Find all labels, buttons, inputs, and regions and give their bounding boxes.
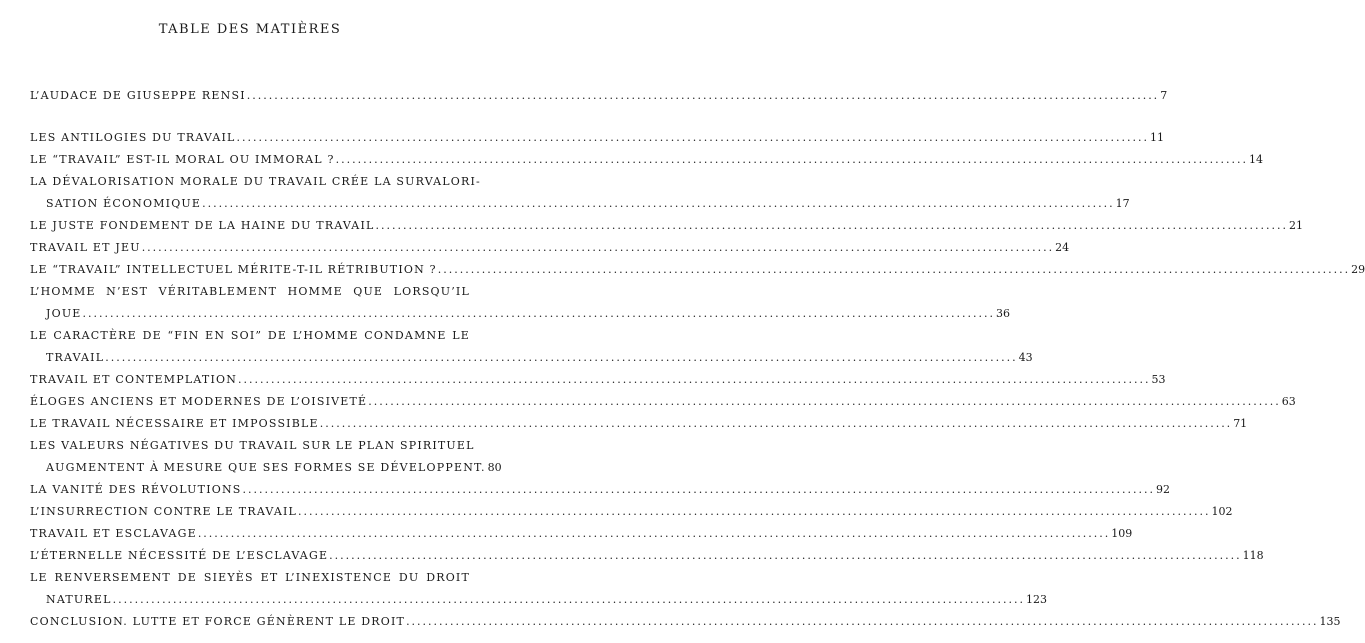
toc-entry-title: LE RENVERSEMENT DE SIEYÈS ET L’INEXISTENCE DU DROIT	[30, 571, 470, 584]
toc-entry-title: LE “TRAVAIL” EST-IL MORAL OU IMMORAL ?	[30, 153, 335, 166]
toc-entry-title: L’INSURRECTION CONTRE LE TRAVAIL	[30, 505, 298, 518]
dot-leader	[376, 219, 1288, 232]
dot-leader	[202, 197, 1114, 210]
toc-entry-page: 29	[1351, 263, 1365, 276]
toc-entry	[30, 263, 1365, 281]
toc-entry-page: 135	[1319, 615, 1341, 628]
toc-entry-title: L’HOMME N’EST VÉRITABLEMENT HOMME QUE LORSQU’IL	[30, 285, 470, 298]
toc-entry-page: 92	[1155, 483, 1170, 496]
dot-leader	[113, 593, 1025, 606]
toc-entry	[30, 175, 481, 193]
toc-entry	[30, 571, 470, 589]
toc-entry	[30, 197, 1130, 215]
toc-entry-title: LE TRAVAIL NÉCESSAIRE ET IMPOSSIBLE	[30, 417, 319, 430]
dot-leader	[198, 527, 1110, 540]
toc-entry-page: 71	[1233, 417, 1248, 430]
toc-entry-page: 17	[1115, 197, 1130, 210]
dot-leader	[329, 549, 1241, 562]
dot-leader	[83, 307, 995, 320]
toc-entry	[30, 615, 1341, 633]
toc-entry	[30, 505, 1233, 523]
toc-entry-page: 123	[1026, 593, 1048, 606]
toc-entry	[30, 241, 1070, 259]
toc-entry	[30, 307, 1010, 325]
toc-entry-title: LE “TRAVAIL” INTELLECTUEL MÉRITE-T-IL RÉTRIBUTION ?	[30, 263, 437, 276]
toc-entry-title: NATUREL	[46, 593, 112, 606]
toc-entry	[30, 549, 1264, 567]
toc-entry-title: TRAVAIL ET CONTEMPLATION	[30, 373, 238, 386]
toc-entry	[30, 329, 470, 347]
toc-entry-page: 24	[1055, 241, 1070, 254]
toc-entry	[30, 593, 1048, 611]
dot-leader	[298, 505, 1210, 518]
dot-leader	[406, 615, 1318, 628]
toc-entry-page: 43	[1018, 351, 1033, 364]
toc-entry-page: 14	[1249, 153, 1264, 166]
toc-entry-title: L’AUDACE DE GIUSEPPE RENSI	[30, 89, 246, 102]
toc-entry	[30, 483, 1170, 501]
dot-leader	[142, 241, 1054, 254]
toc-entry-title: TRAVAIL ET JEU	[30, 241, 141, 254]
toc-entry-title: L’ÉTERNELLE NÉCESSITÉ DE L’ESCLAVAGE	[30, 549, 329, 562]
toc-entry-title: LES ANTILOGIES DU TRAVAIL	[30, 131, 236, 144]
dot-leader	[438, 263, 1350, 276]
dot-leader	[320, 417, 1232, 430]
dot-leader	[243, 483, 1155, 496]
toc-entry-title: JOUE	[46, 307, 82, 320]
toc-entry-page: 109	[1111, 527, 1133, 540]
toc-entry-title: CONCLUSION. LUTTE ET FORCE GÉNÈRENT LE DROIT	[30, 615, 406, 628]
toc-entry-title: TRAVAIL ET ESCLAVAGE	[30, 527, 197, 540]
toc-entry-page: 11	[1149, 131, 1164, 144]
toc-entry-title: LA DÉVALORISATION MORALE DU TRAVAIL CRÉE LA SURVALORI-	[30, 175, 481, 188]
toc-entry-page: 118	[1242, 549, 1264, 562]
toc-entry-title: SATION ÉCONOMIQUE	[46, 197, 202, 210]
toc-entry	[30, 285, 470, 303]
toc-entry-page: 53	[1151, 373, 1166, 386]
toc-entry	[30, 417, 1248, 435]
toc-entry-title: ÉLOGES ANCIENS ET MODERNES DE L’OISIVETÉ	[30, 395, 368, 408]
dot-leader	[237, 131, 1149, 144]
toc-entry	[30, 153, 1264, 171]
toc-entry-title: TRAVAIL	[46, 351, 105, 364]
toc-entry	[30, 527, 1133, 545]
toc-entry-title: LES VALEURS NÉGATIVES DU TRAVAIL SUR LE PLAN SPIRITUEL	[30, 439, 475, 452]
dot-leader	[247, 89, 1159, 102]
toc-entry-title: AUGMENTENT À MESURE QUE SES FORMES SE DÉVELOPPENT.	[46, 461, 486, 474]
toc-entry-page: 63	[1281, 395, 1296, 408]
dot-leader	[336, 153, 1248, 166]
toc-entry	[30, 461, 502, 479]
toc-entry-title: LE JUSTE FONDEMENT DE LA HAINE DU TRAVAIL	[30, 219, 375, 232]
toc-entry	[30, 131, 1164, 149]
toc-entry	[30, 439, 475, 457]
dot-leader	[368, 395, 1280, 408]
toc-entry-title: LA VANITÉ DES RÉVOLUTIONS	[30, 483, 242, 496]
dot-leader	[238, 373, 1150, 386]
toc-entry	[30, 395, 1296, 413]
toc-entry	[30, 351, 1033, 369]
page-title: TABLE DES MATIÈRES	[158, 22, 342, 37]
toc-entry	[30, 89, 1168, 107]
toc-entry-page: 36	[995, 307, 1010, 320]
toc-entry-page: 80	[487, 461, 502, 474]
toc-entry-page: 7	[1160, 89, 1168, 102]
toc-entry-page: 21	[1288, 219, 1303, 232]
toc-entry	[30, 219, 1303, 237]
toc-entry	[30, 373, 1166, 391]
toc-entry-page: 102	[1211, 505, 1233, 518]
toc-entry-title: LE CARACTÈRE DE “FIN EN SOI” DE L’HOMME CONDAMNE LE	[30, 329, 470, 342]
dot-leader	[105, 351, 1017, 364]
